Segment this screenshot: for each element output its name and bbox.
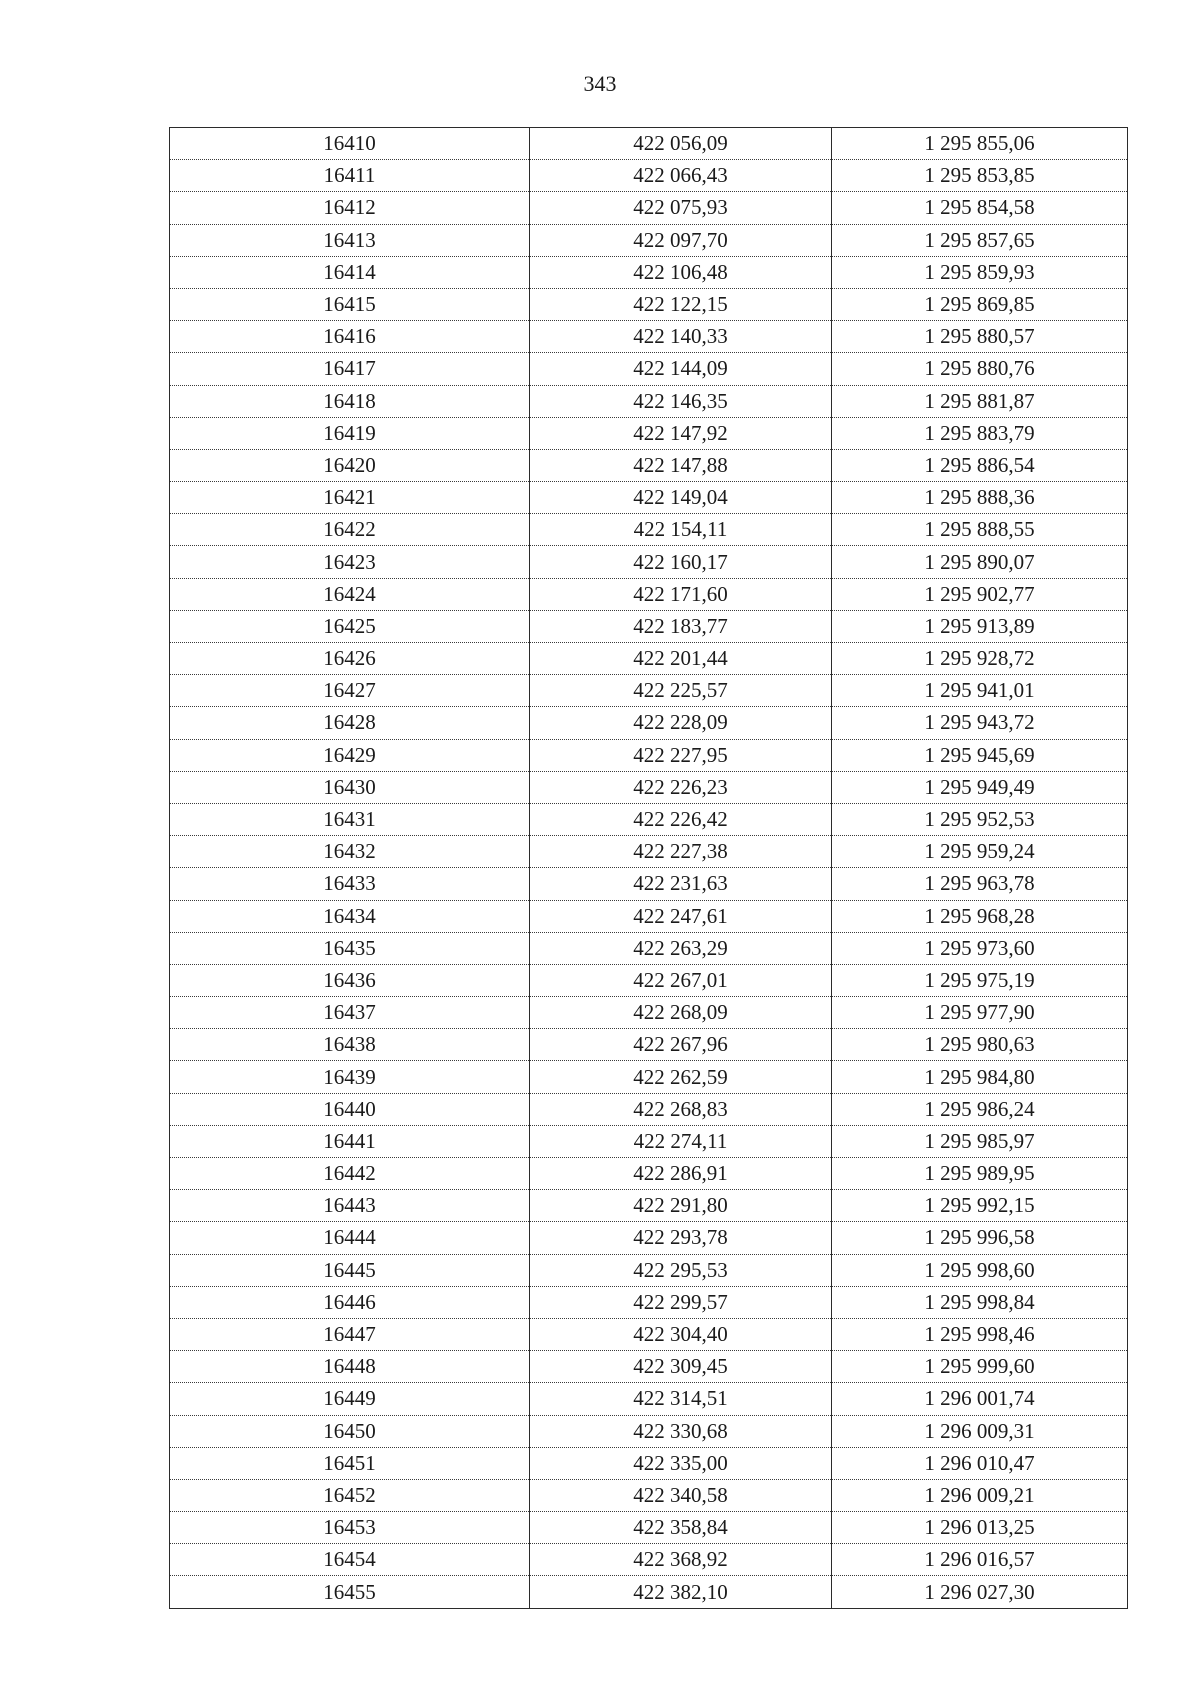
y-coordinate-cell: 1 295 989,95	[832, 1158, 1128, 1190]
point-number-cell: 16428	[170, 707, 530, 739]
point-number-cell: 16418	[170, 385, 530, 417]
y-coordinate-cell: 1 296 010,47	[832, 1447, 1128, 1479]
table-row	[170, 514, 1128, 546]
point-number-cell: 16425	[170, 610, 530, 642]
y-coordinate-cell: 1 295 902,77	[832, 578, 1128, 610]
point-number-cell: 16449	[170, 1383, 530, 1415]
point-number-cell: 16410	[170, 128, 530, 160]
table-row	[170, 771, 1128, 803]
x-coordinate-cell: 422 274,11	[530, 1125, 832, 1157]
point-number-cell: 16450	[170, 1415, 530, 1447]
x-coordinate-cell: 422 267,01	[530, 964, 832, 996]
point-number-cell: 16442	[170, 1158, 530, 1190]
y-coordinate-cell: 1 295 883,79	[832, 417, 1128, 449]
point-number-cell: 16412	[170, 192, 530, 224]
x-coordinate-cell: 422 154,11	[530, 514, 832, 546]
point-number-cell: 16444	[170, 1222, 530, 1254]
table-row	[170, 385, 1128, 417]
x-coordinate-cell: 422 140,33	[530, 321, 832, 353]
table-row	[170, 1512, 1128, 1544]
point-number-cell: 16451	[170, 1447, 530, 1479]
x-coordinate-cell: 422 291,80	[530, 1190, 832, 1222]
y-coordinate-cell: 1 295 881,87	[832, 385, 1128, 417]
x-coordinate-cell: 422 309,45	[530, 1351, 832, 1383]
x-coordinate-cell: 422 314,51	[530, 1383, 832, 1415]
x-coordinate-cell: 422 147,92	[530, 417, 832, 449]
y-coordinate-cell: 1 295 975,19	[832, 964, 1128, 996]
x-coordinate-cell: 422 368,92	[530, 1544, 832, 1576]
x-coordinate-cell: 422 227,95	[530, 739, 832, 771]
x-coordinate-cell: 422 149,04	[530, 482, 832, 514]
y-coordinate-cell: 1 295 853,85	[832, 160, 1128, 192]
x-coordinate-cell: 422 122,15	[530, 288, 832, 320]
point-number-cell: 16439	[170, 1061, 530, 1093]
y-coordinate-cell: 1 296 001,74	[832, 1383, 1128, 1415]
y-coordinate-cell: 1 295 998,84	[832, 1286, 1128, 1318]
x-coordinate-cell: 422 066,43	[530, 160, 832, 192]
x-coordinate-cell: 422 330,68	[530, 1415, 832, 1447]
point-number-cell: 16454	[170, 1544, 530, 1576]
point-number-cell: 16455	[170, 1576, 530, 1608]
table-row	[170, 610, 1128, 642]
table-row	[170, 1158, 1128, 1190]
y-coordinate-cell: 1 295 984,80	[832, 1061, 1128, 1093]
table-row	[170, 288, 1128, 320]
x-coordinate-cell: 422 295,53	[530, 1254, 832, 1286]
table-row	[170, 1190, 1128, 1222]
table-row	[170, 1544, 1128, 1576]
point-number-cell: 16436	[170, 964, 530, 996]
x-coordinate-cell: 422 144,09	[530, 353, 832, 385]
point-number-cell: 16423	[170, 546, 530, 578]
table-row	[170, 900, 1128, 932]
y-coordinate-cell: 1 295 986,24	[832, 1093, 1128, 1125]
y-coordinate-cell: 1 295 959,24	[832, 836, 1128, 868]
table-row	[170, 160, 1128, 192]
table-row	[170, 836, 1128, 868]
x-coordinate-cell: 422 382,10	[530, 1576, 832, 1608]
point-number-cell: 16452	[170, 1479, 530, 1511]
x-coordinate-cell: 422 268,09	[530, 997, 832, 1029]
table-row	[170, 1254, 1128, 1286]
table-row	[170, 707, 1128, 739]
coordinates-table	[169, 127, 1128, 1609]
x-coordinate-cell: 422 160,17	[530, 546, 832, 578]
table-row	[170, 1093, 1128, 1125]
point-number-cell: 16414	[170, 256, 530, 288]
y-coordinate-cell: 1 295 859,93	[832, 256, 1128, 288]
table-row	[170, 578, 1128, 610]
table-row	[170, 224, 1128, 256]
table-row	[170, 1125, 1128, 1157]
point-number-cell: 16446	[170, 1286, 530, 1318]
point-number-cell: 16427	[170, 675, 530, 707]
table-row	[170, 964, 1128, 996]
y-coordinate-cell: 1 296 013,25	[832, 1512, 1128, 1544]
table-row	[170, 192, 1128, 224]
table-row	[170, 353, 1128, 385]
point-number-cell: 16435	[170, 932, 530, 964]
y-coordinate-cell: 1 296 027,30	[832, 1576, 1128, 1608]
y-coordinate-cell: 1 295 963,78	[832, 868, 1128, 900]
y-coordinate-cell: 1 295 854,58	[832, 192, 1128, 224]
x-coordinate-cell: 422 304,40	[530, 1318, 832, 1350]
y-coordinate-cell: 1 295 869,85	[832, 288, 1128, 320]
x-coordinate-cell: 422 340,58	[530, 1479, 832, 1511]
table-row	[170, 321, 1128, 353]
x-coordinate-cell: 422 106,48	[530, 256, 832, 288]
x-coordinate-cell: 422 247,61	[530, 900, 832, 932]
y-coordinate-cell: 1 295 992,15	[832, 1190, 1128, 1222]
y-coordinate-cell: 1 295 996,58	[832, 1222, 1128, 1254]
x-coordinate-cell: 422 293,78	[530, 1222, 832, 1254]
x-coordinate-cell: 422 146,35	[530, 385, 832, 417]
x-coordinate-cell: 422 262,59	[530, 1061, 832, 1093]
point-number-cell: 16415	[170, 288, 530, 320]
table-row	[170, 1415, 1128, 1447]
y-coordinate-cell: 1 295 977,90	[832, 997, 1128, 1029]
y-coordinate-cell: 1 295 968,28	[832, 900, 1128, 932]
point-number-cell: 16426	[170, 643, 530, 675]
table-row	[170, 1222, 1128, 1254]
y-coordinate-cell: 1 295 998,60	[832, 1254, 1128, 1286]
table-row	[170, 1318, 1128, 1350]
x-coordinate-cell: 422 226,23	[530, 771, 832, 803]
point-number-cell: 16422	[170, 514, 530, 546]
point-number-cell: 16431	[170, 803, 530, 835]
x-coordinate-cell: 422 075,93	[530, 192, 832, 224]
y-coordinate-cell: 1 295 985,97	[832, 1125, 1128, 1157]
table-row	[170, 803, 1128, 835]
x-coordinate-cell: 422 299,57	[530, 1286, 832, 1318]
point-number-cell: 16438	[170, 1029, 530, 1061]
point-number-cell: 16430	[170, 771, 530, 803]
point-number-cell: 16447	[170, 1318, 530, 1350]
x-coordinate-cell: 422 268,83	[530, 1093, 832, 1125]
y-coordinate-cell: 1 295 949,49	[832, 771, 1128, 803]
table-row	[170, 997, 1128, 1029]
point-number-cell: 16421	[170, 482, 530, 514]
point-number-cell: 16445	[170, 1254, 530, 1286]
y-coordinate-cell: 1 296 009,21	[832, 1479, 1128, 1511]
table-row	[170, 868, 1128, 900]
table-row	[170, 643, 1128, 675]
point-number-cell: 16424	[170, 578, 530, 610]
table-row	[170, 1479, 1128, 1511]
point-number-cell: 16434	[170, 900, 530, 932]
x-coordinate-cell: 422 097,70	[530, 224, 832, 256]
table-row	[170, 675, 1128, 707]
x-coordinate-cell: 422 226,42	[530, 803, 832, 835]
table-row	[170, 1447, 1128, 1479]
y-coordinate-cell: 1 295 913,89	[832, 610, 1128, 642]
table-row	[170, 256, 1128, 288]
x-coordinate-cell: 422 225,57	[530, 675, 832, 707]
x-coordinate-cell: 422 358,84	[530, 1512, 832, 1544]
table-row	[170, 932, 1128, 964]
point-number-cell: 16420	[170, 449, 530, 481]
point-number-cell: 16441	[170, 1125, 530, 1157]
point-number-cell: 16433	[170, 868, 530, 900]
point-number-cell: 16453	[170, 1512, 530, 1544]
y-coordinate-cell: 1 295 945,69	[832, 739, 1128, 771]
table-row	[170, 1029, 1128, 1061]
y-coordinate-cell: 1 295 886,54	[832, 449, 1128, 481]
y-coordinate-cell: 1 295 890,07	[832, 546, 1128, 578]
y-coordinate-cell: 1 295 999,60	[832, 1351, 1128, 1383]
y-coordinate-cell: 1 295 973,60	[832, 932, 1128, 964]
y-coordinate-cell: 1 295 888,55	[832, 514, 1128, 546]
y-coordinate-cell: 1 295 857,65	[832, 224, 1128, 256]
point-number-cell: 16416	[170, 321, 530, 353]
point-number-cell: 16432	[170, 836, 530, 868]
point-number-cell: 16411	[170, 160, 530, 192]
y-coordinate-cell: 1 295 855,06	[832, 128, 1128, 160]
table-row	[170, 1383, 1128, 1415]
x-coordinate-cell: 422 147,88	[530, 449, 832, 481]
y-coordinate-cell: 1 295 943,72	[832, 707, 1128, 739]
x-coordinate-cell: 422 201,44	[530, 643, 832, 675]
x-coordinate-cell: 422 228,09	[530, 707, 832, 739]
point-number-cell: 16437	[170, 997, 530, 1029]
y-coordinate-cell: 1 295 880,76	[832, 353, 1128, 385]
point-number-cell: 16429	[170, 739, 530, 771]
x-coordinate-cell: 422 335,00	[530, 1447, 832, 1479]
point-number-cell: 16413	[170, 224, 530, 256]
page-number: 343	[583, 71, 617, 96]
x-coordinate-cell: 422 267,96	[530, 1029, 832, 1061]
point-number-cell: 16448	[170, 1351, 530, 1383]
table-row	[170, 482, 1128, 514]
y-coordinate-cell: 1 295 998,46	[832, 1318, 1128, 1350]
table-row	[170, 449, 1128, 481]
x-coordinate-cell: 422 171,60	[530, 578, 832, 610]
x-coordinate-cell: 422 286,91	[530, 1158, 832, 1190]
y-coordinate-cell: 1 295 928,72	[832, 643, 1128, 675]
x-coordinate-cell: 422 056,09	[530, 128, 832, 160]
x-coordinate-cell: 422 263,29	[530, 932, 832, 964]
y-coordinate-cell: 1 295 888,36	[832, 482, 1128, 514]
point-number-cell: 16443	[170, 1190, 530, 1222]
table-row	[170, 1061, 1128, 1093]
table-row	[170, 128, 1128, 160]
x-coordinate-cell: 422 183,77	[530, 610, 832, 642]
x-coordinate-cell: 422 227,38	[530, 836, 832, 868]
y-coordinate-cell: 1 295 880,57	[832, 321, 1128, 353]
point-number-cell: 16440	[170, 1093, 530, 1125]
y-coordinate-cell: 1 296 009,31	[832, 1415, 1128, 1447]
table-row	[170, 417, 1128, 449]
y-coordinate-cell: 1 295 941,01	[832, 675, 1128, 707]
coordinates-table-body	[170, 128, 1128, 1609]
y-coordinate-cell: 1 296 016,57	[832, 1544, 1128, 1576]
table-row	[170, 1576, 1128, 1608]
x-coordinate-cell: 422 231,63	[530, 868, 832, 900]
y-coordinate-cell: 1 295 980,63	[832, 1029, 1128, 1061]
y-coordinate-cell: 1 295 952,53	[832, 803, 1128, 835]
point-number-cell: 16419	[170, 417, 530, 449]
table-row	[170, 739, 1128, 771]
table-row	[170, 546, 1128, 578]
table-row	[170, 1286, 1128, 1318]
table-row	[170, 1351, 1128, 1383]
point-number-cell: 16417	[170, 353, 530, 385]
